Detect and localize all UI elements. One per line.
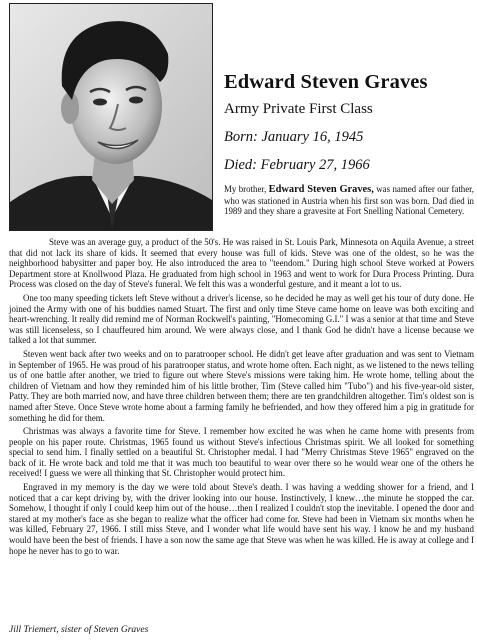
intro-rest: was named after our father, who was stationed in Austria when his first son was born. Dad died in 1989 and they share a gravesite at Fort Snelling National Cemetery. bbox=[224, 184, 475, 217]
paragraph: Steven went back after two weeks and on to paratrooper school. He didn't get leave after graduation and was sent to Vietnam in September of 1965. He was proud of his paratrooper status, and wrote home often. Each night, as we listened to the news telling us of one battle after another, we tried to figure out where Steve's missions were taking him. He wrote home, telling about the children of Vietnam and how they reminded him of his little brother, Tim (Steve called him "Tubo") and his five-year-old sister, Patty. They are both married now, and have three children between them; there are ten grandchildren altogether. Tim's oldest son is named after Steve. Once Steve wrote home about a farming family he befriended, and how they offered him a pig in gratitude for something he did for them. bbox=[9, 348, 474, 423]
intro-name: Edward Steven Graves, bbox=[268, 184, 374, 195]
paragraph: Steve was an average guy, a product of the 50's. He was raised in St. Louis Park, Minnesota on Aquila Avenue, a street that did not lack its share of kids. It seemed that every house was full of kids. Steve was one of the oldest, so he was the neighborhood babysitter and paper boy. He also introduced the area to "teendom." During high school Steve worked at Powers Department store at Knollwood Plaza. He graduated from high school in 1963 and went to work for Dura Process Printing. Dura Process was closed on the day of Steve's funeral. We felt this was a wonderful gesture, and it meant a lot to us. bbox=[9, 237, 474, 290]
intro-lead: My brother, bbox=[224, 184, 267, 194]
paragraph: One too many speeding tickets left Steve without a driver's license, so he decided he may as well get his tour of duty done. He joined the Army with one of his buddies named Stuart. The first and only time Steve came home on leave was both exciting and heart-wrenching. It really did remind me of Norman Rockwell's painting, "Homecoming G.I." I was a senior at that time and Steve was still licenseless, so I chauffeured him around. We were always close, and I thank God he didn't have a license because we talked a lot that summer. bbox=[9, 292, 474, 346]
author-signature: Jill Triemert, sister of Steven Graves bbox=[9, 625, 149, 635]
portrait-image bbox=[10, 4, 212, 230]
died-date: February 27, 1966 bbox=[260, 157, 370, 173]
paragraph: Christmas was always a favorite time for Steve. I remember how excited he was when he came home with presents from people on his paper route. Christmas, 1965 found us without Steve's infectious Christmas spirit. We all looked for something special to send him. I finally settled on a beautiful St. Christopher medal. I had "Merry Christmas Steve 1965" engraved on the back of it. He wrote back and told me that it was much too beautiful to wear over there so he would wear one of the others he received! I guess we were all thinking that St. Christopher would protect him. bbox=[9, 426, 474, 479]
portrait-photo bbox=[9, 3, 213, 231]
header-block bbox=[224, 70, 474, 174]
person-name: Edward Steven Graves bbox=[224, 71, 428, 93]
died-label: Died: bbox=[224, 157, 258, 173]
birth-date-line bbox=[224, 128, 474, 146]
born-label: Born: bbox=[224, 129, 258, 145]
born-date: January 16, 1945 bbox=[261, 129, 364, 145]
paragraph: Engraved in my memory is the day we were told about Steve's death. I was having a wedding shower for a friend, and I noticed that a car kept driving by, with the driver looking into our house. Instinctively, I knew…the minute he stopped the car. Somehow, I thought if only I could keep him out of the house…then I realized I couldn't stop the inevitable. I opened the door and stared at my mother's face as she began to realize what the officer had come for. Steve had been in Vietnam six months when he was killed, February 27, 1966. I still miss Steve, and I wonder what life would have sent his way. I know he and my husband would have been the best of friends. I have a son now the same age that Steve was when he was killed. He is away at college and I hope he never has to go to war. bbox=[9, 482, 474, 556]
story-body bbox=[9, 237, 474, 559]
intro-paragraph bbox=[224, 184, 474, 217]
military-rank: Army Private First Class bbox=[224, 101, 373, 117]
death-date-line bbox=[224, 156, 474, 174]
